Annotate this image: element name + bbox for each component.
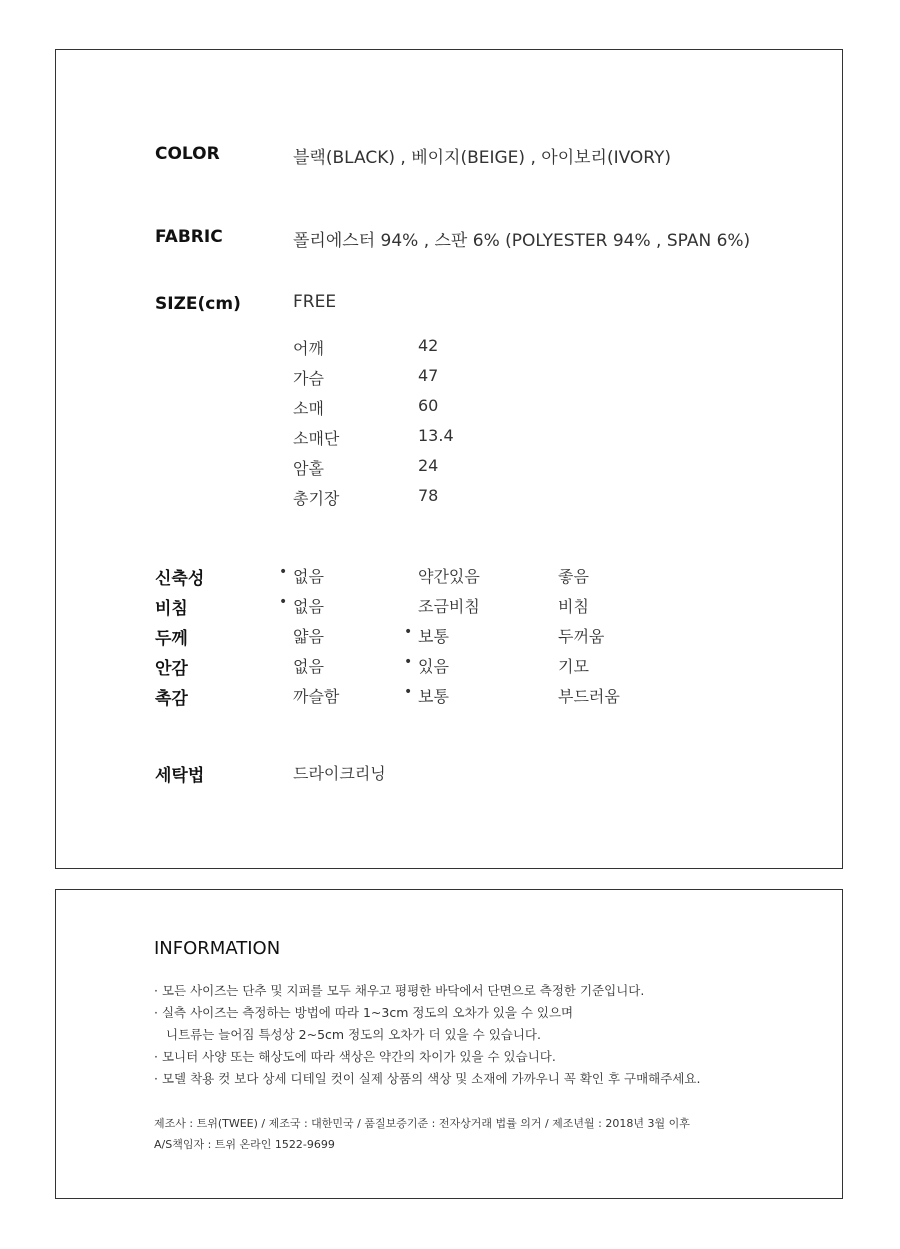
attribute-option: • 보통 — [404, 624, 449, 646]
size-row-value: 13.4 — [418, 426, 454, 445]
attribute-option: 비침 — [558, 597, 589, 616]
size-row-value: 47 — [418, 366, 439, 385]
attribute-option: • 없음 — [279, 564, 324, 586]
size-row-value: 24 — [418, 456, 439, 475]
size-row-name: 총기장 — [293, 489, 340, 508]
selected-bullet-icon: • — [279, 594, 288, 610]
spec-panel — [55, 49, 843, 869]
attribute-option: 부드러움 — [558, 687, 620, 706]
manufacturer-info: 제조사 : 트위(TWEE) / 제조국 : 대한민국 / 품질보증기준 : 전자상거래 법률 의거 / 제조년월 : 2018년 3월 이후 — [154, 1117, 690, 1130]
selected-bullet-icon: • — [404, 624, 413, 640]
attribute-option: 기모 — [558, 657, 589, 676]
selected-bullet-icon: • — [404, 684, 413, 700]
color-label: COLOR — [155, 144, 220, 164]
color-value: 블랙(BLACK) , 베이지(BEIGE) , 아이보리(IVORY) — [293, 148, 672, 168]
attribute-option: 얇음 — [293, 627, 324, 646]
fabric-value: 폴리에스터 94% , 스판 6% (POLYESTER 94% , SPAN 6%) — [293, 231, 751, 251]
attribute-label: 안감 — [155, 659, 188, 679]
size-row-value: 60 — [418, 396, 439, 415]
attribute-label: 신축성 — [155, 569, 205, 589]
attribute-label: 두께 — [155, 629, 188, 649]
washing-value: 드라이크리닝 — [293, 764, 386, 783]
size-row-value: 78 — [418, 486, 439, 505]
attribute-label: 비침 — [155, 599, 188, 619]
attribute-option: 까슬함 — [293, 687, 340, 706]
size-row-name: 소매단 — [293, 429, 340, 448]
as-contact-info: A/S책임자 : 트위 온라인 1522-9699 — [154, 1138, 335, 1151]
size-row-name: 가슴 — [293, 369, 324, 388]
info-note: · 모델 착용 컷 보다 상세 디테일 컷이 실제 상품의 색상 및 소재에 가까우니 꼭 확인 후 구매해주세요. — [154, 1071, 701, 1086]
size-row-name: 소매 — [293, 399, 324, 418]
attribute-option: 없음 — [293, 657, 324, 676]
selected-bullet-icon: • — [404, 654, 413, 670]
size-row-name: 암홀 — [293, 459, 324, 478]
attribute-option: 약간있음 — [418, 567, 480, 586]
attribute-option: • 없음 — [279, 594, 324, 616]
info-note: 니트류는 늘어짐 특성상 2~5cm 정도의 오차가 더 있을 수 있습니다. — [166, 1027, 541, 1042]
washing-label: 세탁법 — [155, 766, 205, 786]
fabric-label: FABRIC — [155, 227, 223, 247]
size-row-value: 42 — [418, 336, 439, 355]
attribute-option: 좋음 — [558, 567, 589, 586]
size-free: FREE — [293, 292, 337, 312]
info-title: INFORMATION — [154, 938, 281, 959]
size-row-name: 어깨 — [293, 339, 324, 358]
attribute-option: 두꺼움 — [558, 627, 605, 646]
attribute-option: 조금비침 — [418, 597, 480, 616]
attribute-option: • 보통 — [404, 684, 449, 706]
info-panel — [55, 889, 843, 1199]
info-note: · 모니터 사양 또는 해상도에 따라 색상은 약간의 차이가 있을 수 있습니다. — [154, 1049, 556, 1064]
attribute-label: 촉감 — [155, 689, 188, 709]
size-label: SIZE(cm) — [155, 294, 241, 314]
info-note: · 실측 사이즈는 측정하는 방법에 따라 1~3cm 정도의 오차가 있을 수 있으며 — [154, 1005, 574, 1020]
attribute-option: • 있음 — [404, 654, 449, 676]
info-note: · 모든 사이즈는 단추 및 지퍼를 모두 채우고 평평한 바닥에서 단면으로 측정한 기준입니다. — [154, 983, 645, 998]
selected-bullet-icon: • — [279, 564, 288, 580]
